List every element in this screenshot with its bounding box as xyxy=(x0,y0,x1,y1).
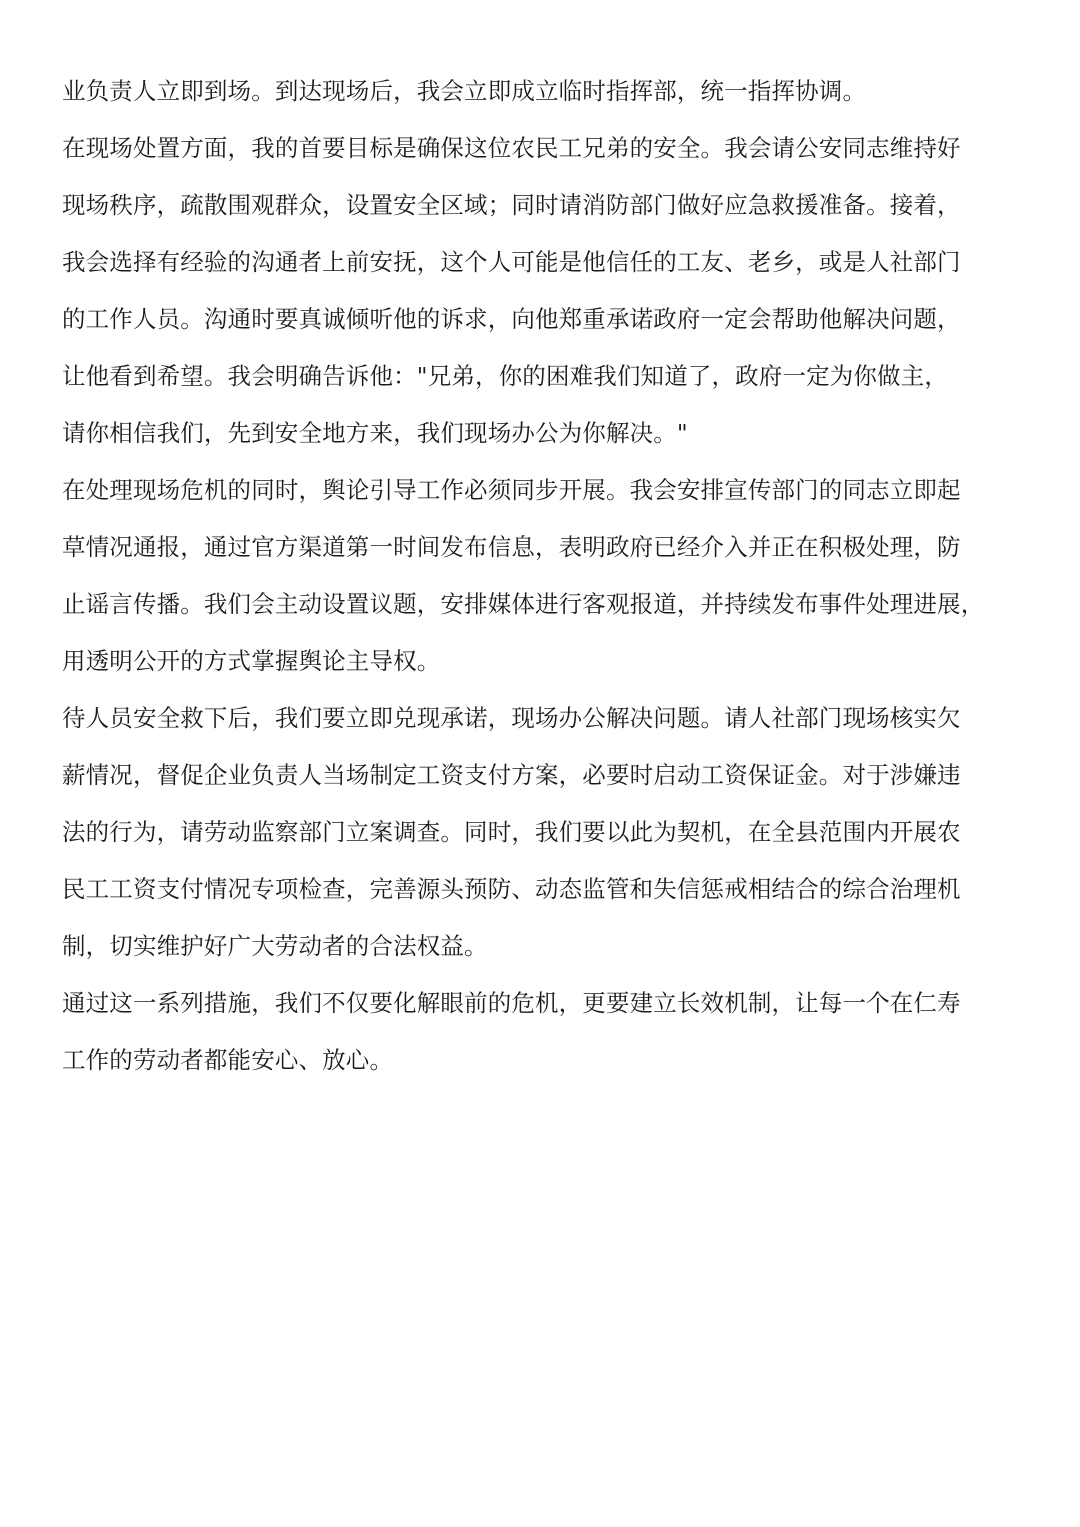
text-line: 业负责人立即到场。到达现场后，我会立即成立临时指挥部，统一指挥协调。 xyxy=(62,77,867,105)
text-line: 薪情况，督促企业负责人当场制定工资支付方案，必要时启动工资保证金。对于涉嫌违 xyxy=(62,761,961,789)
text-line: 法的行为，请劳动监察部门立案调查。同时，我们要以此为契机，在全县范围内开展农 xyxy=(62,818,961,846)
text-line: 请你相信我们，先到安全地方来，我们现场办公为你解决。" xyxy=(62,419,688,447)
paragraph-conclusion xyxy=(62,984,1022,1098)
text-line: 止谣言传播。我们会主动设置议题，安排媒体进行客观报道，并持续发布事件处理进展， xyxy=(62,590,985,618)
document-page xyxy=(62,72,1022,1098)
text-line: 在处理现场危机的同时，舆论引导工作必须同步开展。我会安排宣传部门的同志立即起 xyxy=(62,476,961,504)
text-line: 用透明公开的方式掌握舆论主导权。 xyxy=(62,647,441,675)
text-line: 通过这一系列措施，我们不仅要化解眼前的危机，更要建立长效机制，让每一个在仁寿 xyxy=(62,989,961,1017)
text-line: 我会选择有经验的沟通者上前安抚，这个人可能是他信任的工友、老乡，或是人社部门 xyxy=(62,248,961,276)
text-line: 草情况通报，通过官方渠道第一时间发布信息，表明政府已经介入并正在积极处理，防 xyxy=(62,533,961,561)
text-line: 工作的劳动者都能安心、放心。 xyxy=(62,1046,394,1074)
text-line: 让他看到希望。我会明确告诉他："兄弟，你的困难我们知道了，政府一定为你做主， xyxy=(62,362,949,390)
text-line: 在现场处置方面，我的首要目标是确保这位农民工兄弟的安全。我会请公安同志维持好 xyxy=(62,134,961,162)
text-line: 的工作人员。沟通时要真诚倾听他的诉求，向他郑重承诺政府一定会帮助他解决问题， xyxy=(62,305,961,333)
text-line: 制，切实维护好广大劳动者的合法权益。 xyxy=(62,932,488,960)
text-line: 民工工资支付情况专项检查，完善源头预防、动态监管和失信惩戒相结合的综合治理机 xyxy=(62,875,961,903)
text-line: 现场秩序，疏散围观群众，设置安全区域；同时请消防部门做好应急救援准备。接着， xyxy=(62,191,961,219)
paragraph-arrival xyxy=(62,72,1022,129)
text-line: 待人员安全救下后，我们要立即兑现承诺，现场办公解决问题。请人社部门现场核实欠 xyxy=(62,704,961,732)
paragraph-onsite-handling xyxy=(62,129,1022,471)
paragraph-public-opinion xyxy=(62,471,1022,699)
paragraph-follow-up xyxy=(62,699,1022,984)
